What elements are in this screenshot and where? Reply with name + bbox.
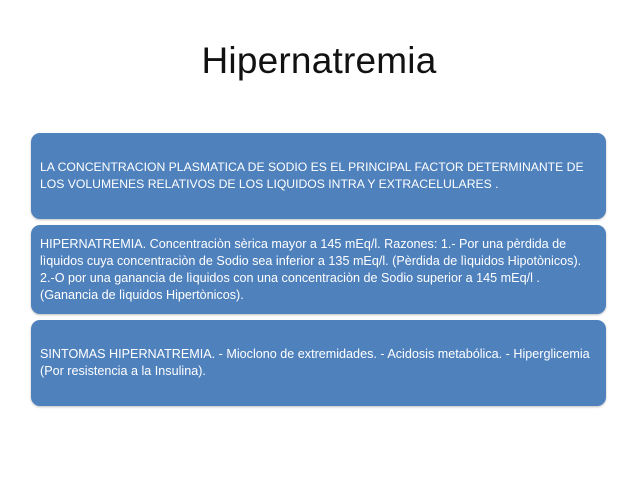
content-box-definition xyxy=(31,133,606,219)
slide-title: Hipernatremia xyxy=(201,40,437,81)
content-box-hipernatremia xyxy=(31,225,606,314)
content-box-text: LA CONCENTRACION PLASMATICA DE SODIO ES EL PRINCIPAL FACTOR DETERMINANTE DE LOS VOLUMENES RELATIVOS DE LOS LIQUIDOS INTRA Y EXTRACELULARES . xyxy=(40,160,584,191)
content-box-text: SINTOMAS HIPERNATREMIA. - Mioclono de extremidades. - Acidosis metabólica. - Hiperglicemia (Por resistencia a la Insulina). xyxy=(40,347,590,378)
content-box-sintomas xyxy=(31,320,606,406)
content-box-text: HIPERNATREMIA. Concentraciòn sèrica mayor a 145 mEq/l. Razones: 1.- Por una pèrdida de lìquidos cuya concentraciòn de Sodio sea inferior a 135 mEq/l. (Pèrdida de lìquidos Hipotònicos). 2.-O por una ganancia de lìquidos con una concentraciòn de Sodio superior a 145 mEq/l . (Ganancia de lìquidos Hipertònicos). xyxy=(40,236,582,302)
